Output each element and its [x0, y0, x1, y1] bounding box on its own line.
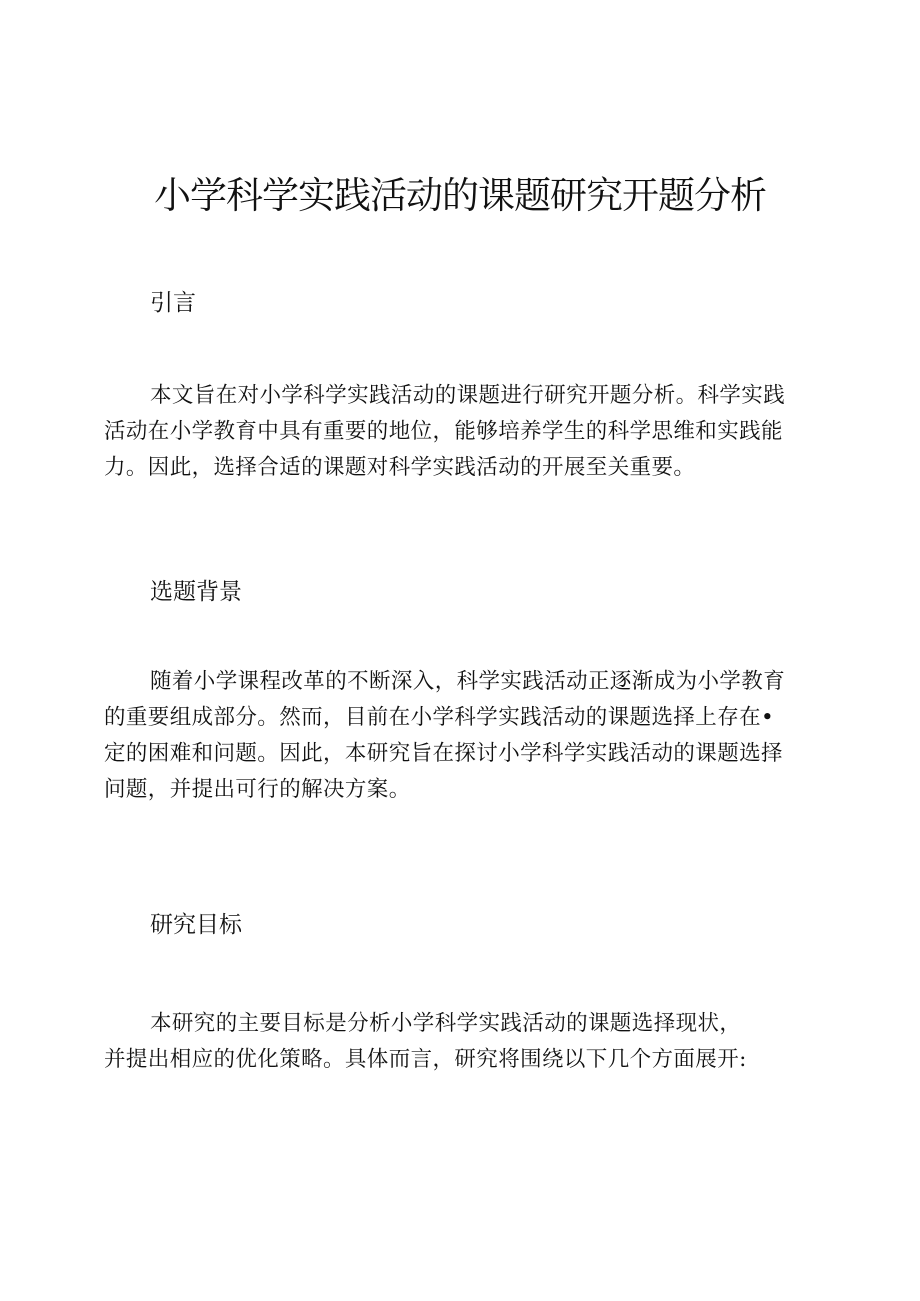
- paragraph-line: 并提出相应的优化策略。具体而言，研究将围绕以下几个方面展开:: [104, 1047, 747, 1072]
- paragraph-line: 活动在小学教育中具有重要的地位，能够培养学生的科学思维和实践能: [104, 419, 783, 444]
- paragraph-line: 的重要组成部分。然而，目前在小学科学实践活动的课题选择上存在•: [104, 705, 775, 730]
- document-title: 小学科学实践活动的课题研究开题分析: [154, 174, 766, 217]
- paragraph-line: 本文旨在对小学科学实践活动的课题进行研究开题分析。科学实践: [150, 383, 786, 408]
- paragraph-line: 随着小学课程改革的不断深入，科学实践活动正逐渐成为小学教育: [150, 669, 786, 694]
- paragraph-introduction: [104, 378, 826, 486]
- paragraph-research-goals: [104, 1006, 826, 1078]
- section-heading-research-goals: 研究目标: [150, 912, 242, 938]
- paragraph-line: 定的困难和问题。因此，本研究旨在探讨小学科学实践活动的课题选择: [104, 741, 783, 766]
- paragraph-line: 问题，并提出可行的解决方案。: [104, 777, 411, 802]
- paragraph-background: [104, 664, 826, 808]
- paragraph-line: 本研究的主要目标是分析小学科学实践活动的课题选择现状，: [150, 1011, 742, 1036]
- section-heading-introduction: 引言: [150, 290, 196, 316]
- section-heading-background: 选题背景: [150, 579, 242, 605]
- paragraph-line: 力。因此，选择合适的课题对科学实践活动的开展至关重要。: [104, 455, 696, 480]
